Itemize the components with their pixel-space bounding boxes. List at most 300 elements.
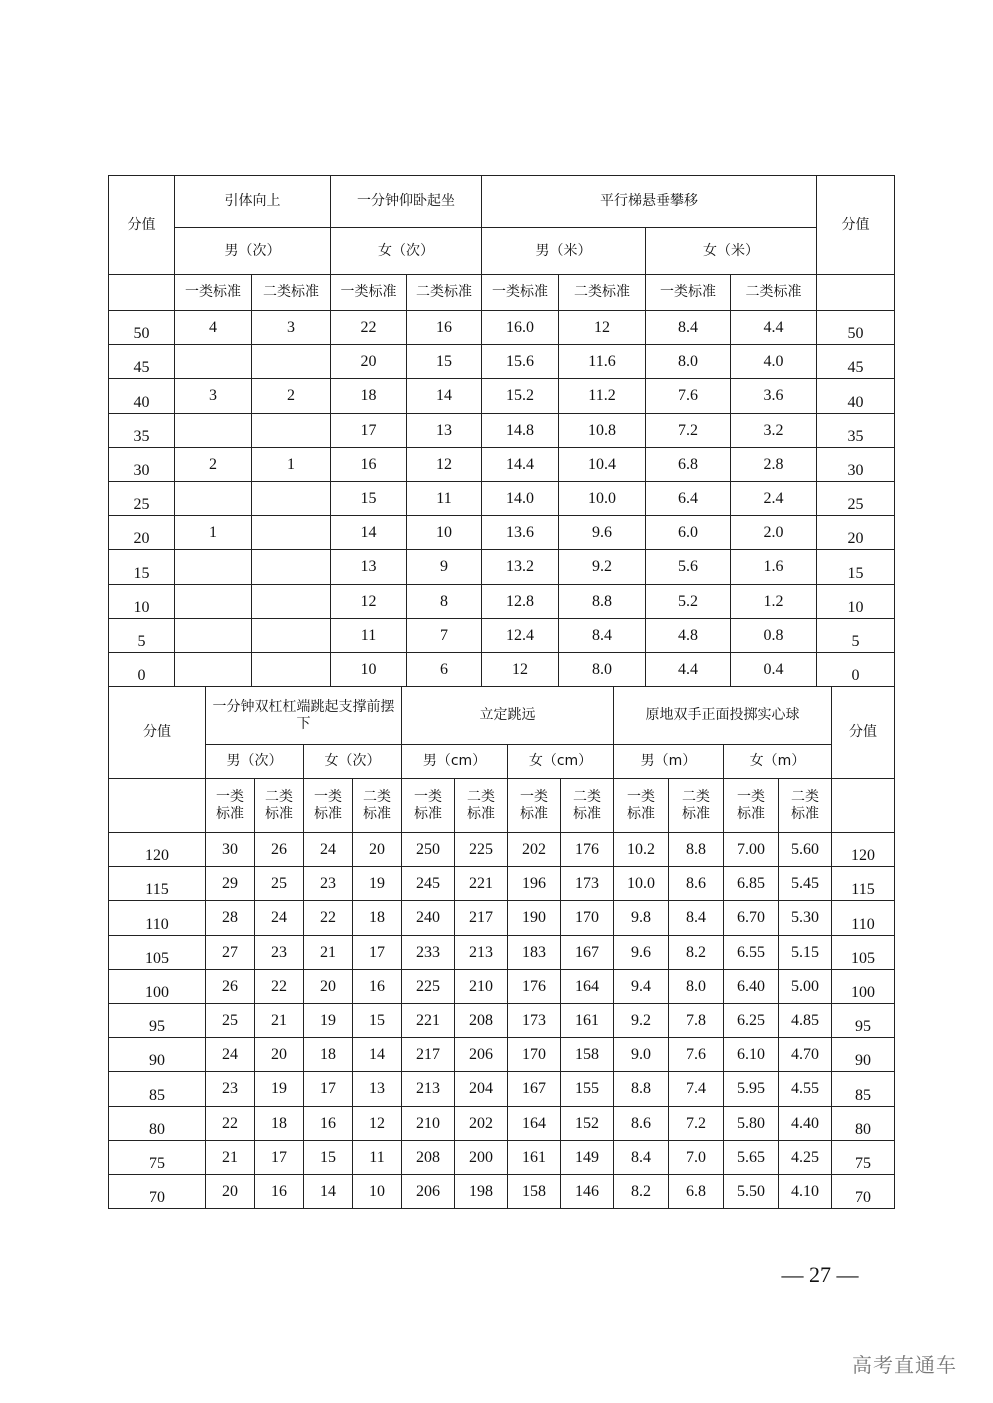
value-cell: 213 <box>402 1072 455 1106</box>
value-cell: 190 <box>508 901 561 935</box>
table-row <box>109 1106 895 1140</box>
score-cell: 45 <box>817 345 895 379</box>
value-cell: 15.2 <box>482 379 559 413</box>
value-cell: 10 <box>407 516 482 550</box>
value-cell: 6.55 <box>724 935 779 969</box>
score-header: 分值 <box>109 687 206 779</box>
value-cell: 7.0 <box>669 1140 724 1174</box>
value-cell: 8.8 <box>559 584 646 618</box>
value-cell: 7.6 <box>669 1038 724 1072</box>
score-cell: 30 <box>109 447 175 481</box>
score-header-right: 分值 <box>817 176 895 275</box>
value-cell: 6 <box>407 652 482 686</box>
value-cell: 10.0 <box>559 481 646 515</box>
sub-header-female-count: 女（次） <box>331 228 482 275</box>
score-cell: 85 <box>832 1072 895 1106</box>
score-cell: 105 <box>832 935 895 969</box>
value-cell: 7.6 <box>646 379 731 413</box>
std-header: 二类标准 <box>731 275 817 311</box>
blank-cell <box>109 275 175 311</box>
std-header: 二类标准 <box>561 779 614 833</box>
value-cell <box>252 516 331 550</box>
value-cell: 12 <box>559 311 646 345</box>
group-header-long-jump: 立定跳远 <box>402 687 614 745</box>
blank-cell <box>817 275 895 311</box>
value-cell: 2.0 <box>731 516 817 550</box>
group-header-situp: 一分钟仰卧起坐 <box>331 176 482 228</box>
value-cell: 26 <box>255 833 304 867</box>
value-cell: 167 <box>561 935 614 969</box>
value-cell: 7.00 <box>724 833 779 867</box>
value-cell: 17 <box>353 935 402 969</box>
score-cell: 45 <box>109 345 175 379</box>
value-cell: 170 <box>508 1038 561 1072</box>
value-cell: 5.30 <box>779 901 832 935</box>
score-table-1 <box>108 175 895 687</box>
score-cell: 5 <box>817 618 895 652</box>
value-cell: 2 <box>252 379 331 413</box>
score-cell: 80 <box>109 1106 206 1140</box>
sub-header-male-count: 男（次） <box>206 745 304 779</box>
value-cell: 12 <box>482 652 559 686</box>
score-cell: 40 <box>817 379 895 413</box>
score-cell: 40 <box>109 379 175 413</box>
std-header: 一类标准 <box>724 779 779 833</box>
score-cell: 75 <box>832 1140 895 1174</box>
value-cell: 5.6 <box>646 550 731 584</box>
value-cell: 10.2 <box>614 833 669 867</box>
group-header-pullup: 引体向上 <box>175 176 331 228</box>
std-header: 二类标准 <box>779 779 832 833</box>
value-cell <box>175 584 252 618</box>
value-cell: 14 <box>407 379 482 413</box>
table-row <box>109 1038 895 1072</box>
value-cell: 7.4 <box>669 1072 724 1106</box>
value-cell: 5.80 <box>724 1106 779 1140</box>
value-cell: 200 <box>455 1140 508 1174</box>
value-cell: 3 <box>175 379 252 413</box>
value-cell: 28 <box>206 901 255 935</box>
score-cell: 70 <box>109 1174 206 1208</box>
value-cell: 5.2 <box>646 584 731 618</box>
score-cell: 35 <box>817 413 895 447</box>
score-cell: 15 <box>109 550 175 584</box>
score-cell: 80 <box>832 1106 895 1140</box>
value-cell: 4.0 <box>731 345 817 379</box>
std-header: 二类标准 <box>407 275 482 311</box>
value-cell: 7.8 <box>669 1003 724 1037</box>
value-cell: 20 <box>304 969 353 1003</box>
table-row <box>109 584 895 618</box>
value-cell <box>252 345 331 379</box>
value-cell: 208 <box>455 1003 508 1037</box>
value-cell: 23 <box>206 1072 255 1106</box>
value-cell: 3.2 <box>731 413 817 447</box>
value-cell: 8.4 <box>614 1140 669 1174</box>
value-cell: 25 <box>255 867 304 901</box>
table-row <box>109 867 895 901</box>
value-cell: 22 <box>206 1106 255 1140</box>
value-cell: 4 <box>175 311 252 345</box>
value-cell: 225 <box>455 833 508 867</box>
value-cell: 9.8 <box>614 901 669 935</box>
value-cell: 6.8 <box>646 447 731 481</box>
value-cell: 4.70 <box>779 1038 832 1072</box>
table-row <box>109 379 895 413</box>
value-cell: 250 <box>402 833 455 867</box>
value-cell: 155 <box>561 1072 614 1106</box>
value-cell: 17 <box>304 1072 353 1106</box>
value-cell: 6.0 <box>646 516 731 550</box>
value-cell: 240 <box>402 901 455 935</box>
value-cell: 15 <box>407 345 482 379</box>
value-cell: 158 <box>508 1174 561 1208</box>
value-cell: 26 <box>206 969 255 1003</box>
std-header: 二类标准 <box>455 779 508 833</box>
value-cell: 16 <box>304 1106 353 1140</box>
score-cell: 95 <box>832 1003 895 1037</box>
value-cell: 24 <box>255 901 304 935</box>
value-cell: 0.8 <box>731 618 817 652</box>
value-cell: 14 <box>353 1038 402 1072</box>
value-cell: 213 <box>455 935 508 969</box>
value-cell: 11 <box>407 481 482 515</box>
value-cell: 17 <box>331 413 407 447</box>
value-cell: 23 <box>304 867 353 901</box>
value-cell: 8.6 <box>614 1106 669 1140</box>
score-cell: 50 <box>817 311 895 345</box>
value-cell: 15.6 <box>482 345 559 379</box>
value-cell <box>252 652 331 686</box>
score-cell: 105 <box>109 935 206 969</box>
std-header: 一类标准 <box>206 779 255 833</box>
value-cell: 16 <box>353 969 402 1003</box>
value-cell <box>252 618 331 652</box>
value-cell: 5.45 <box>779 867 832 901</box>
value-cell <box>252 481 331 515</box>
value-cell: 13 <box>331 550 407 584</box>
value-cell: 15 <box>304 1140 353 1174</box>
value-cell: 12 <box>353 1106 402 1140</box>
table-row <box>109 833 895 867</box>
value-cell: 12 <box>331 584 407 618</box>
value-cell: 14.4 <box>482 447 559 481</box>
value-cell: 24 <box>206 1038 255 1072</box>
std-header: 一类标准 <box>646 275 731 311</box>
value-cell: 18 <box>353 901 402 935</box>
value-cell: 9.6 <box>614 935 669 969</box>
value-cell: 16.0 <box>482 311 559 345</box>
score-cell: 115 <box>832 867 895 901</box>
value-cell: 149 <box>561 1140 614 1174</box>
value-cell: 8 <box>407 584 482 618</box>
value-cell <box>252 584 331 618</box>
table-row <box>109 447 895 481</box>
score-cell: 120 <box>109 833 206 867</box>
value-cell: 20 <box>353 833 402 867</box>
value-cell: 14.0 <box>482 481 559 515</box>
value-cell: 9.2 <box>559 550 646 584</box>
score-cell: 25 <box>109 481 175 515</box>
value-cell: 206 <box>402 1174 455 1208</box>
value-cell: 10 <box>353 1174 402 1208</box>
table-row <box>109 345 895 379</box>
value-cell <box>175 550 252 584</box>
value-cell: 3 <box>252 311 331 345</box>
score-cell: 25 <box>817 481 895 515</box>
table-row <box>109 618 895 652</box>
value-cell: 161 <box>508 1140 561 1174</box>
table-row <box>109 969 895 1003</box>
value-cell: 13 <box>407 413 482 447</box>
watermark: 高考直通车 <box>852 1353 957 1377</box>
sub-header-male-m: 男（m） <box>614 745 724 779</box>
score-cell: 10 <box>109 584 175 618</box>
value-cell: 17 <box>255 1140 304 1174</box>
score-cell: 110 <box>832 901 895 935</box>
value-cell: 158 <box>561 1038 614 1072</box>
score-header-right: 分值 <box>832 687 895 779</box>
value-cell: 5.95 <box>724 1072 779 1106</box>
score-cell: 35 <box>109 413 175 447</box>
value-cell: 8.8 <box>614 1072 669 1106</box>
value-cell: 152 <box>561 1106 614 1140</box>
value-cell: 6.25 <box>724 1003 779 1037</box>
value-cell: 6.4 <box>646 481 731 515</box>
std-header: 一类标准 <box>402 779 455 833</box>
value-cell: 221 <box>455 867 508 901</box>
score-cell: 0 <box>817 652 895 686</box>
value-cell: 2 <box>175 447 252 481</box>
score-cell: 30 <box>817 447 895 481</box>
page-number: — 27 — <box>781 1262 859 1287</box>
value-cell: 12.8 <box>482 584 559 618</box>
table-row <box>109 1072 895 1106</box>
value-cell: 173 <box>561 867 614 901</box>
value-cell: 16 <box>331 447 407 481</box>
score-cell: 70 <box>832 1174 895 1208</box>
value-cell: 245 <box>402 867 455 901</box>
value-cell: 8.0 <box>646 345 731 379</box>
sub-header-female-cm: 女（cm） <box>508 745 614 779</box>
value-cell: 16 <box>407 311 482 345</box>
std-header: 二类标准 <box>252 275 331 311</box>
value-cell: 8.4 <box>646 311 731 345</box>
score-cell: 20 <box>109 516 175 550</box>
sub-header-female-meter: 女（米） <box>646 228 817 275</box>
score-cell: 95 <box>109 1003 206 1037</box>
value-cell: 13.2 <box>482 550 559 584</box>
value-cell: 22 <box>304 901 353 935</box>
std-header: 一类标准 <box>508 779 561 833</box>
value-cell: 225 <box>402 969 455 1003</box>
std-header: 一类标准 <box>331 275 407 311</box>
value-cell: 4.40 <box>779 1106 832 1140</box>
value-cell: 27 <box>206 935 255 969</box>
score-cell: 0 <box>109 652 175 686</box>
value-cell: 11 <box>331 618 407 652</box>
value-cell: 5.60 <box>779 833 832 867</box>
table-row <box>109 311 895 345</box>
table-row <box>109 481 895 515</box>
value-cell: 30 <box>206 833 255 867</box>
value-cell: 8.0 <box>559 652 646 686</box>
table-row <box>109 1003 895 1037</box>
group-header-ball-throw: 原地双手正面投掷实心球 <box>614 687 832 745</box>
value-cell: 13 <box>353 1072 402 1106</box>
value-cell: 20 <box>206 1174 255 1208</box>
score-cell: 5 <box>109 618 175 652</box>
value-cell: 202 <box>455 1106 508 1140</box>
value-cell: 11 <box>353 1140 402 1174</box>
value-cell: 210 <box>455 969 508 1003</box>
value-cell: 233 <box>402 935 455 969</box>
score-table-2 <box>108 686 895 1209</box>
value-cell: 4.4 <box>731 311 817 345</box>
value-cell: 21 <box>255 1003 304 1037</box>
value-cell: 10.4 <box>559 447 646 481</box>
value-cell: 10 <box>331 652 407 686</box>
score-header: 分值 <box>109 176 175 275</box>
value-cell: 20 <box>255 1038 304 1072</box>
value-cell: 7.2 <box>669 1106 724 1140</box>
value-cell: 12.4 <box>482 618 559 652</box>
value-cell: 146 <box>561 1174 614 1208</box>
blank-cell <box>109 779 206 833</box>
std-header: 一类标准 <box>304 779 353 833</box>
value-cell: 16 <box>255 1174 304 1208</box>
table-row <box>109 652 895 686</box>
value-cell: 22 <box>331 311 407 345</box>
value-cell: 167 <box>508 1072 561 1106</box>
value-cell: 8.8 <box>669 833 724 867</box>
score-cell: 75 <box>109 1140 206 1174</box>
value-cell: 13.6 <box>482 516 559 550</box>
value-cell: 1 <box>252 447 331 481</box>
value-cell: 4.25 <box>779 1140 832 1174</box>
value-cell: 12 <box>407 447 482 481</box>
value-cell: 11.6 <box>559 345 646 379</box>
value-cell: 15 <box>353 1003 402 1037</box>
value-cell: 204 <box>455 1072 508 1106</box>
value-cell: 18 <box>255 1106 304 1140</box>
value-cell: 9.4 <box>614 969 669 1003</box>
value-cell: 20 <box>331 345 407 379</box>
value-cell: 7 <box>407 618 482 652</box>
value-cell: 24 <box>304 833 353 867</box>
table-row <box>109 413 895 447</box>
value-cell <box>175 652 252 686</box>
value-cell <box>175 413 252 447</box>
value-cell: 161 <box>561 1003 614 1037</box>
value-cell: 8.2 <box>614 1174 669 1208</box>
value-cell: 8.4 <box>559 618 646 652</box>
value-cell: 202 <box>508 833 561 867</box>
value-cell: 4.10 <box>779 1174 832 1208</box>
value-cell: 6.40 <box>724 969 779 1003</box>
value-cell: 21 <box>304 935 353 969</box>
value-cell: 18 <box>304 1038 353 1072</box>
value-cell: 5.15 <box>779 935 832 969</box>
value-cell: 10.0 <box>614 867 669 901</box>
value-cell: 6.10 <box>724 1038 779 1072</box>
value-cell: 3.6 <box>731 379 817 413</box>
value-cell: 14 <box>331 516 407 550</box>
value-cell: 164 <box>508 1106 561 1140</box>
std-header: 一类标准 <box>175 275 252 311</box>
value-cell: 164 <box>561 969 614 1003</box>
value-cell: 9 <box>407 550 482 584</box>
value-cell: 217 <box>402 1038 455 1072</box>
value-cell: 5.00 <box>779 969 832 1003</box>
value-cell: 19 <box>304 1003 353 1037</box>
value-cell: 176 <box>561 833 614 867</box>
std-header: 一类标准 <box>482 275 559 311</box>
value-cell: 19 <box>353 867 402 901</box>
table-row <box>109 1140 895 1174</box>
table-row <box>109 516 895 550</box>
score-cell: 10 <box>817 584 895 618</box>
score-cell: 90 <box>832 1038 895 1072</box>
sub-header-female-count: 女（次） <box>304 745 402 779</box>
blank-cell <box>832 779 895 833</box>
value-cell: 14.8 <box>482 413 559 447</box>
score-cell: 90 <box>109 1038 206 1072</box>
value-cell: 11.2 <box>559 379 646 413</box>
value-cell: 29 <box>206 867 255 901</box>
group-header-parallel-bars: 一分钟双杠杠端跳起支撑前摆下 <box>206 687 402 745</box>
score-cell: 100 <box>832 969 895 1003</box>
sub-header-male-meter: 男（米） <box>482 228 646 275</box>
value-cell: 4.4 <box>646 652 731 686</box>
table-row <box>109 901 895 935</box>
std-header: 二类标准 <box>255 779 304 833</box>
value-cell: 0.4 <box>731 652 817 686</box>
value-cell: 173 <box>508 1003 561 1037</box>
sub-header-male-cm: 男（cm） <box>402 745 508 779</box>
value-cell: 183 <box>508 935 561 969</box>
value-cell: 8.2 <box>669 935 724 969</box>
score-cell: 20 <box>817 516 895 550</box>
value-cell: 4.8 <box>646 618 731 652</box>
value-cell <box>252 413 331 447</box>
value-cell: 1.2 <box>731 584 817 618</box>
score-cell: 120 <box>832 833 895 867</box>
sub-header-male-count: 男（次） <box>175 228 331 275</box>
group-header-ladder: 平行梯悬垂攀移 <box>482 176 817 228</box>
value-cell: 14 <box>304 1174 353 1208</box>
value-cell: 2.4 <box>731 481 817 515</box>
value-cell: 9.2 <box>614 1003 669 1037</box>
value-cell: 8.6 <box>669 867 724 901</box>
value-cell: 21 <box>206 1140 255 1174</box>
value-cell: 221 <box>402 1003 455 1037</box>
table-row <box>109 1174 895 1208</box>
score-cell: 50 <box>109 311 175 345</box>
value-cell: 198 <box>455 1174 508 1208</box>
value-cell: 7.2 <box>646 413 731 447</box>
value-cell: 10.8 <box>559 413 646 447</box>
std-header: 二类标准 <box>353 779 402 833</box>
value-cell: 1.6 <box>731 550 817 584</box>
value-cell: 6.85 <box>724 867 779 901</box>
value-cell: 8.4 <box>669 901 724 935</box>
table2-body <box>109 833 895 1209</box>
value-cell: 5.50 <box>724 1174 779 1208</box>
score-cell: 15 <box>817 550 895 584</box>
value-cell: 9.6 <box>559 516 646 550</box>
std-header: 二类标准 <box>559 275 646 311</box>
